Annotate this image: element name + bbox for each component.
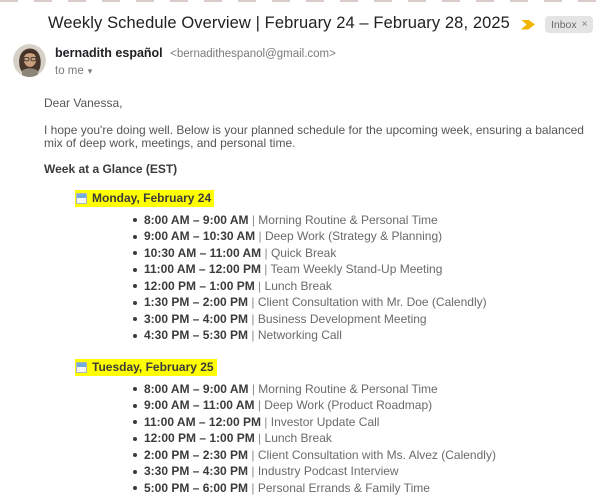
sender-row	[13, 44, 611, 79]
schedule-list	[75, 212, 593, 344]
separator: |	[261, 415, 271, 429]
event-time: 12:00 PM – 1:00 PM	[144, 431, 255, 445]
sender-name: bernadith español	[55, 46, 163, 60]
schedule-item	[144, 212, 593, 229]
event-time: 12:00 PM – 1:00 PM	[144, 279, 255, 293]
day-header	[75, 359, 593, 377]
separator: |	[261, 246, 271, 260]
label-remove-icon[interactable]: ×	[582, 19, 588, 30]
event-description: Team Weekly Stand-Up Meeting	[271, 262, 443, 276]
schedule-item	[144, 480, 593, 496]
schedule-item	[144, 278, 593, 295]
separator: |	[248, 481, 258, 495]
day-header-highlight	[75, 190, 214, 207]
schedule-item	[144, 381, 593, 398]
event-time: 8:00 AM – 9:00 AM	[144, 213, 248, 227]
event-time: 3:00 PM – 4:00 PM	[144, 312, 248, 326]
event-description: Personal Errands & Family Time	[258, 481, 430, 495]
day-header-highlight	[75, 359, 217, 376]
schedule-item	[144, 463, 593, 480]
event-description: Deep Work (Strategy & Planning)	[265, 229, 442, 243]
recipient-dropdown[interactable]	[55, 65, 92, 77]
inbox-label-chip[interactable]	[545, 16, 594, 33]
day-title: Monday, February 24	[92, 191, 211, 206]
event-description: Networking Call	[258, 328, 342, 342]
chevron-down-icon: ▾	[88, 66, 93, 77]
schedule-item	[144, 397, 593, 414]
separator: |	[248, 295, 258, 309]
schedule-item	[144, 311, 593, 328]
sender-avatar[interactable]	[13, 44, 46, 77]
event-description: Deep Work (Product Roadmap)	[264, 398, 432, 412]
day-title: Tuesday, February 25	[92, 360, 214, 375]
greeting: Dear Vanessa,	[44, 97, 593, 110]
sender-meta	[55, 44, 336, 79]
separator: |	[248, 448, 258, 462]
email-subject: Weekly Schedule Overview | February 24 – February 28, 2025	[48, 14, 510, 33]
schedule-item	[144, 327, 593, 344]
event-time: 4:30 PM – 5:30 PM	[144, 328, 248, 342]
schedule-days	[44, 190, 593, 496]
schedule-item	[144, 430, 593, 447]
email-body	[0, 79, 611, 496]
event-time: 3:30 PM – 4:30 PM	[144, 464, 248, 478]
calendar-icon	[76, 362, 87, 373]
event-description: Client Consultation with Mr. Doe (Calendly)	[258, 295, 487, 309]
recipient-label: to me	[55, 65, 84, 77]
event-time: 8:00 AM – 9:00 AM	[144, 382, 248, 396]
schedule-list	[75, 381, 593, 496]
intro-paragraph: I hope you're doing well. Below is your planned schedule for the upcoming week, ensuring a balanced mix of deep work, meetings, and personal time.	[44, 124, 593, 150]
schedule-item	[144, 294, 593, 311]
day-header	[75, 190, 593, 208]
separator: |	[248, 382, 258, 396]
event-description: Morning Routine & Personal Time	[258, 382, 437, 396]
schedule-item	[144, 245, 593, 262]
event-description: Lunch Break	[265, 431, 332, 445]
event-time: 9:00 AM – 11:00 AM	[144, 398, 255, 412]
separator: |	[261, 262, 271, 276]
separator: |	[255, 398, 265, 412]
schedule-item	[144, 228, 593, 245]
schedule-item	[144, 447, 593, 464]
event-description: Quick Break	[271, 246, 336, 260]
sender-line	[55, 46, 336, 61]
event-time: 10:30 AM – 11:00 AM	[144, 246, 261, 260]
separator: |	[248, 312, 258, 326]
separator: |	[255, 279, 265, 293]
event-description: Morning Routine & Personal Time	[258, 213, 437, 227]
event-description: Client Consultation with Ms. Alvez (Calendly)	[258, 448, 496, 462]
schedule-item	[144, 261, 593, 278]
event-description: Investor Update Call	[271, 415, 380, 429]
event-description: Industry Podcast Interview	[258, 464, 399, 478]
separator: |	[248, 328, 258, 342]
schedule-item	[144, 414, 593, 431]
importance-marker-icon[interactable]	[521, 20, 535, 30]
event-description: Business Development Meeting	[258, 312, 427, 326]
event-time: 11:00 AM – 12:00 PM	[144, 262, 261, 276]
event-time: 1:30 PM – 2:00 PM	[144, 295, 248, 309]
separator: |	[248, 213, 258, 227]
calendar-icon	[76, 193, 87, 204]
sender-address: <bernadithespanol@gmail.com>	[170, 48, 336, 60]
avatar-image	[13, 44, 46, 77]
day-section	[75, 359, 593, 496]
section-title: Week at a Glance (EST)	[44, 163, 593, 176]
separator: |	[248, 464, 258, 478]
event-time: 2:00 PM – 2:30 PM	[144, 448, 248, 462]
separator: |	[255, 431, 265, 445]
event-description: Lunch Break	[265, 279, 332, 293]
event-time: 5:00 PM – 6:00 PM	[144, 481, 248, 495]
event-time: 11:00 AM – 12:00 PM	[144, 415, 261, 429]
event-time: 9:00 AM – 10:30 AM	[144, 229, 255, 243]
separator: |	[255, 229, 265, 243]
inbox-label-text: Inbox	[551, 19, 577, 31]
day-section	[75, 190, 593, 344]
subject-row	[0, 2, 611, 33]
